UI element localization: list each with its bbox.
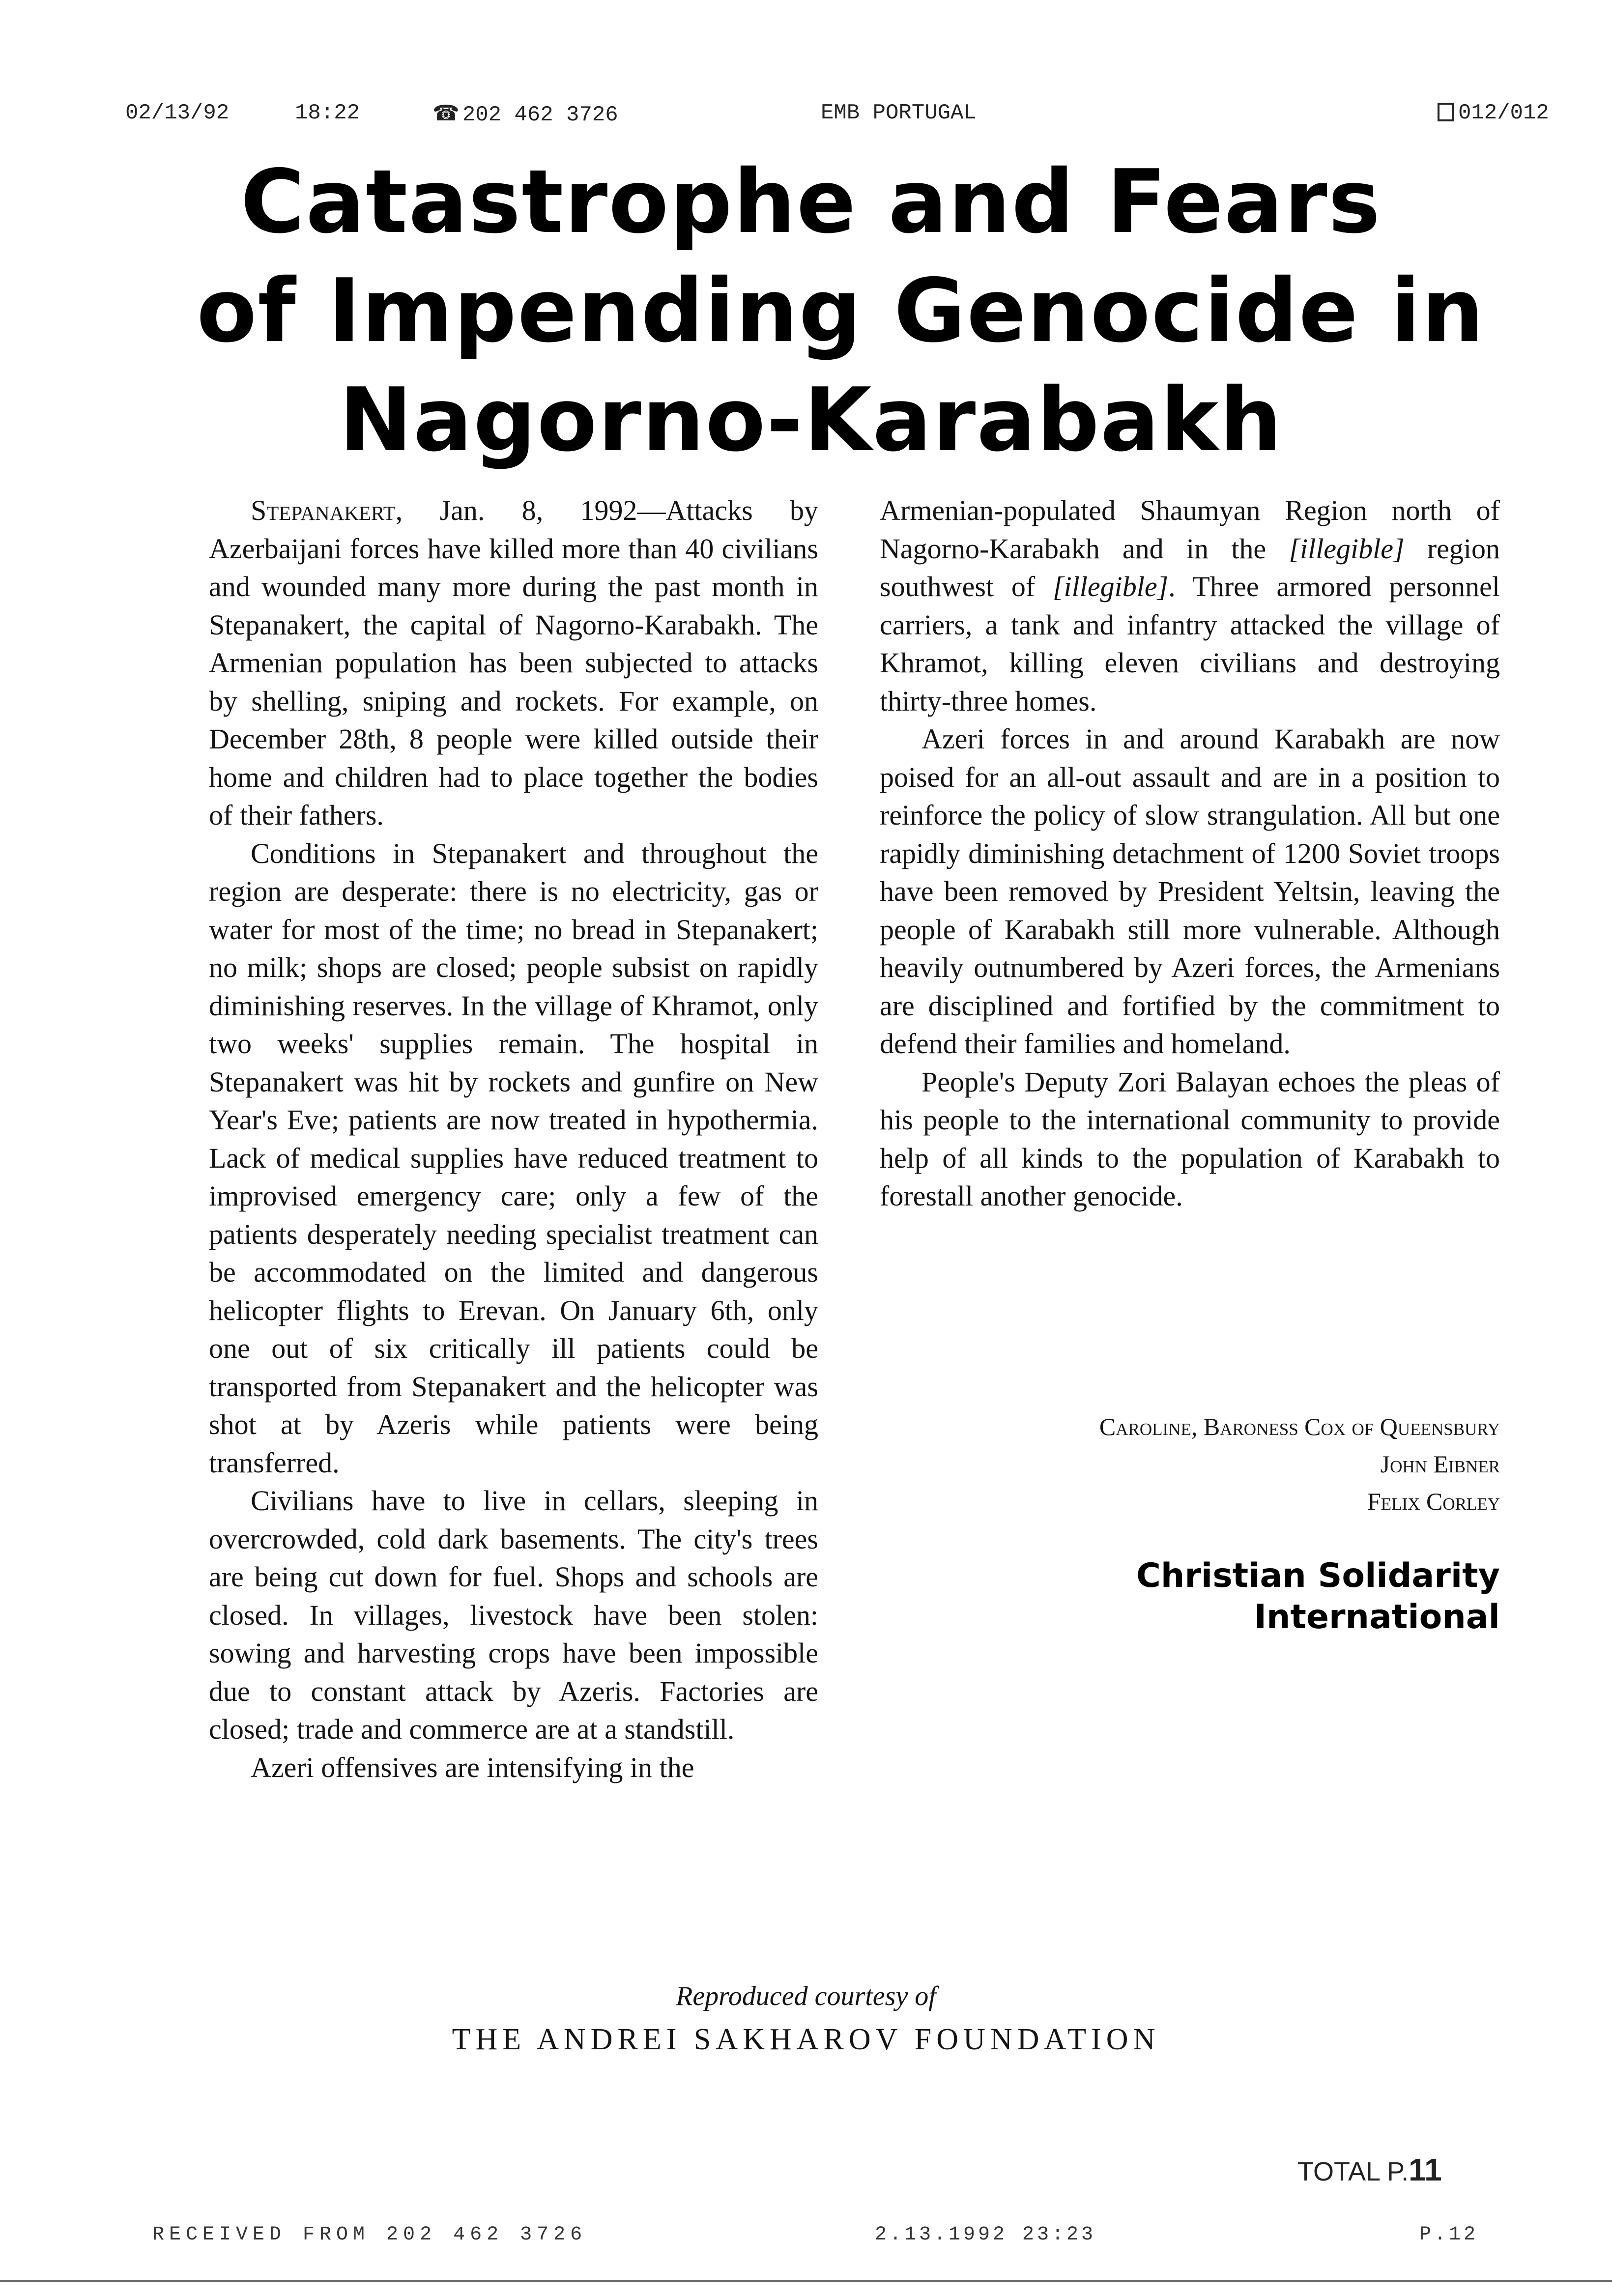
article-paragraph-3: Civilians have to live in cellars, sleeping in overcrowded, cold dark basements. The city's trees are being cut down for fuel. Shops and schools are closed. In villages, livestock have been stolen: sowing and harvesting crops have been impossible due to constant attack by Azeris. Factories are closed; trade and commerce are at a standstill. — [209, 1485, 818, 1745]
fax-footer — [0, 2224, 1612, 2248]
paragraph-4-text-c: . Three armored personnel carriers, a tank and infantry attacked the village of Khramot, killing eleven civilians and destroying thirty-three homes. — [880, 571, 1500, 717]
headline-line-1: Catastrophe and Fears — [240, 151, 1382, 253]
footer-received: RECEIVED FROM 202 462 3726 — [152, 2224, 587, 2246]
total-label: TOTAL P. — [1297, 2157, 1409, 2186]
signature-eibner: John Eibner — [1380, 1450, 1500, 1478]
article-paragraph-6: People's Deputy Zori Balayan echoes the pleas of his people to the international community to provide help of all kinds to the population of Karabakh to forestall another genocide. — [880, 1065, 1500, 1212]
fax-date: 02/13/92 — [125, 101, 230, 125]
total-value: 11 — [1409, 2152, 1442, 2187]
dateline: Stepanakert — [251, 494, 396, 526]
article-paragraph-4-end — [880, 491, 1500, 720]
signature-cox: Caroline, Baroness Cox of Queensbury — [1099, 1413, 1500, 1440]
footer-date-time: 2.13.1992 23:23 — [875, 2224, 1096, 2246]
courtesy-line: Reproduced courtesy of — [676, 1981, 936, 2011]
fax-time: 18:22 — [295, 101, 360, 125]
signatures — [812, 1408, 1500, 1520]
paragraph-4-text-a: Armenian-populated Shaumyan Region north of Nagorno-Karabakh and in the — [880, 494, 1500, 565]
fax-page-number: 012/012 — [1458, 101, 1549, 125]
article-paragraph-5: Azeri forces in and around Karabakh are now poised for an all-out assault and are in a position to reinforce the policy of slow strangulation. All but one rapidly diminishing detachment of 1200 Soviet troops have been removed by President Yeltsin, leaving the people of Karabakh still more vulnerable. Although heavily outnumbered by Azeri forces, the Armenians are disciplined and fortified by the commitment to defend their families and homeland. — [880, 723, 1500, 1060]
illegible-note-1: [illegible] — [1289, 532, 1405, 565]
page-icon — [1438, 103, 1454, 121]
organization-name — [861, 1555, 1500, 1638]
fax-phone — [432, 101, 618, 127]
article-column-left — [209, 491, 818, 1786]
dateline-date: , Jan. 8, 1992— — [395, 494, 666, 526]
paragraph-4-text-b: region southwest of — [880, 532, 1500, 603]
bottom-rule — [0, 2280, 1612, 2282]
total-pages — [1297, 2152, 1442, 2188]
footer-page: P.12 — [1419, 2224, 1479, 2246]
organization-line-2: International — [1254, 1598, 1500, 1636]
headline-line-3: Nagorno-Karabakh — [339, 369, 1283, 471]
headline — [197, 147, 1485, 475]
signature-corley: Felix Corley — [1367, 1488, 1500, 1515]
organization-line-1: Christian Solidarity — [1136, 1556, 1500, 1595]
telephone-icon: ☎ — [432, 101, 460, 126]
illegible-note-2: [illegible] — [1052, 571, 1169, 603]
article-column-right — [880, 491, 1500, 1215]
fax-sender: EMB PORTUGAL — [821, 101, 977, 125]
paragraph-1-text: Attacks by Azerbaijani forces have killed more than 40 civilians and wounded many more during the past month in Stepanakert, the capital of Nagorno-Karabakh. The Armenian population has been subjected to attacks by shelling, sniping and rockets. For example, on December 28th, 8 people were killed outside their home and children had to place together the bodies of their fathers. — [209, 494, 818, 831]
article-paragraph-1 — [209, 491, 818, 834]
foundation-name: THE ANDREI SAKHAROV FOUNDATION — [452, 2023, 1160, 2056]
article-paragraph-4-start: Azeri offensives are intensifying in the — [251, 1751, 694, 1783]
fax-phone-number: 202 462 3726 — [462, 103, 618, 127]
article-paragraph-2: Conditions in Stepanakert and throughout the region are desperate: there is no electricity, gas or water for most of the time; no bread in Stepanakert; no milk; shops are closed; people subsist on rapidly diminishing reserves. In the village of Khramot, only two weeks' supplies remain. The hospital in Stepanakert was hit by rockets and gunfire on New Year's Eve; patients are now treated in hypothermia. Lack of medical supplies have reduced treatment to improvised emergency care; only a few of the patients desperately needing specialist treatment can be accommodated on the limited and dangerous helicopter flights to Erevan. On January 6th, only one out of six critically ill patients could be transported from Stepanakert and the helicopter was shot at by Azeris while patients were being transferred. — [209, 837, 818, 1479]
headline-line-2: of Impending Genocide in — [197, 260, 1485, 362]
fax-header — [0, 101, 1612, 135]
fax-page — [1438, 101, 1549, 125]
